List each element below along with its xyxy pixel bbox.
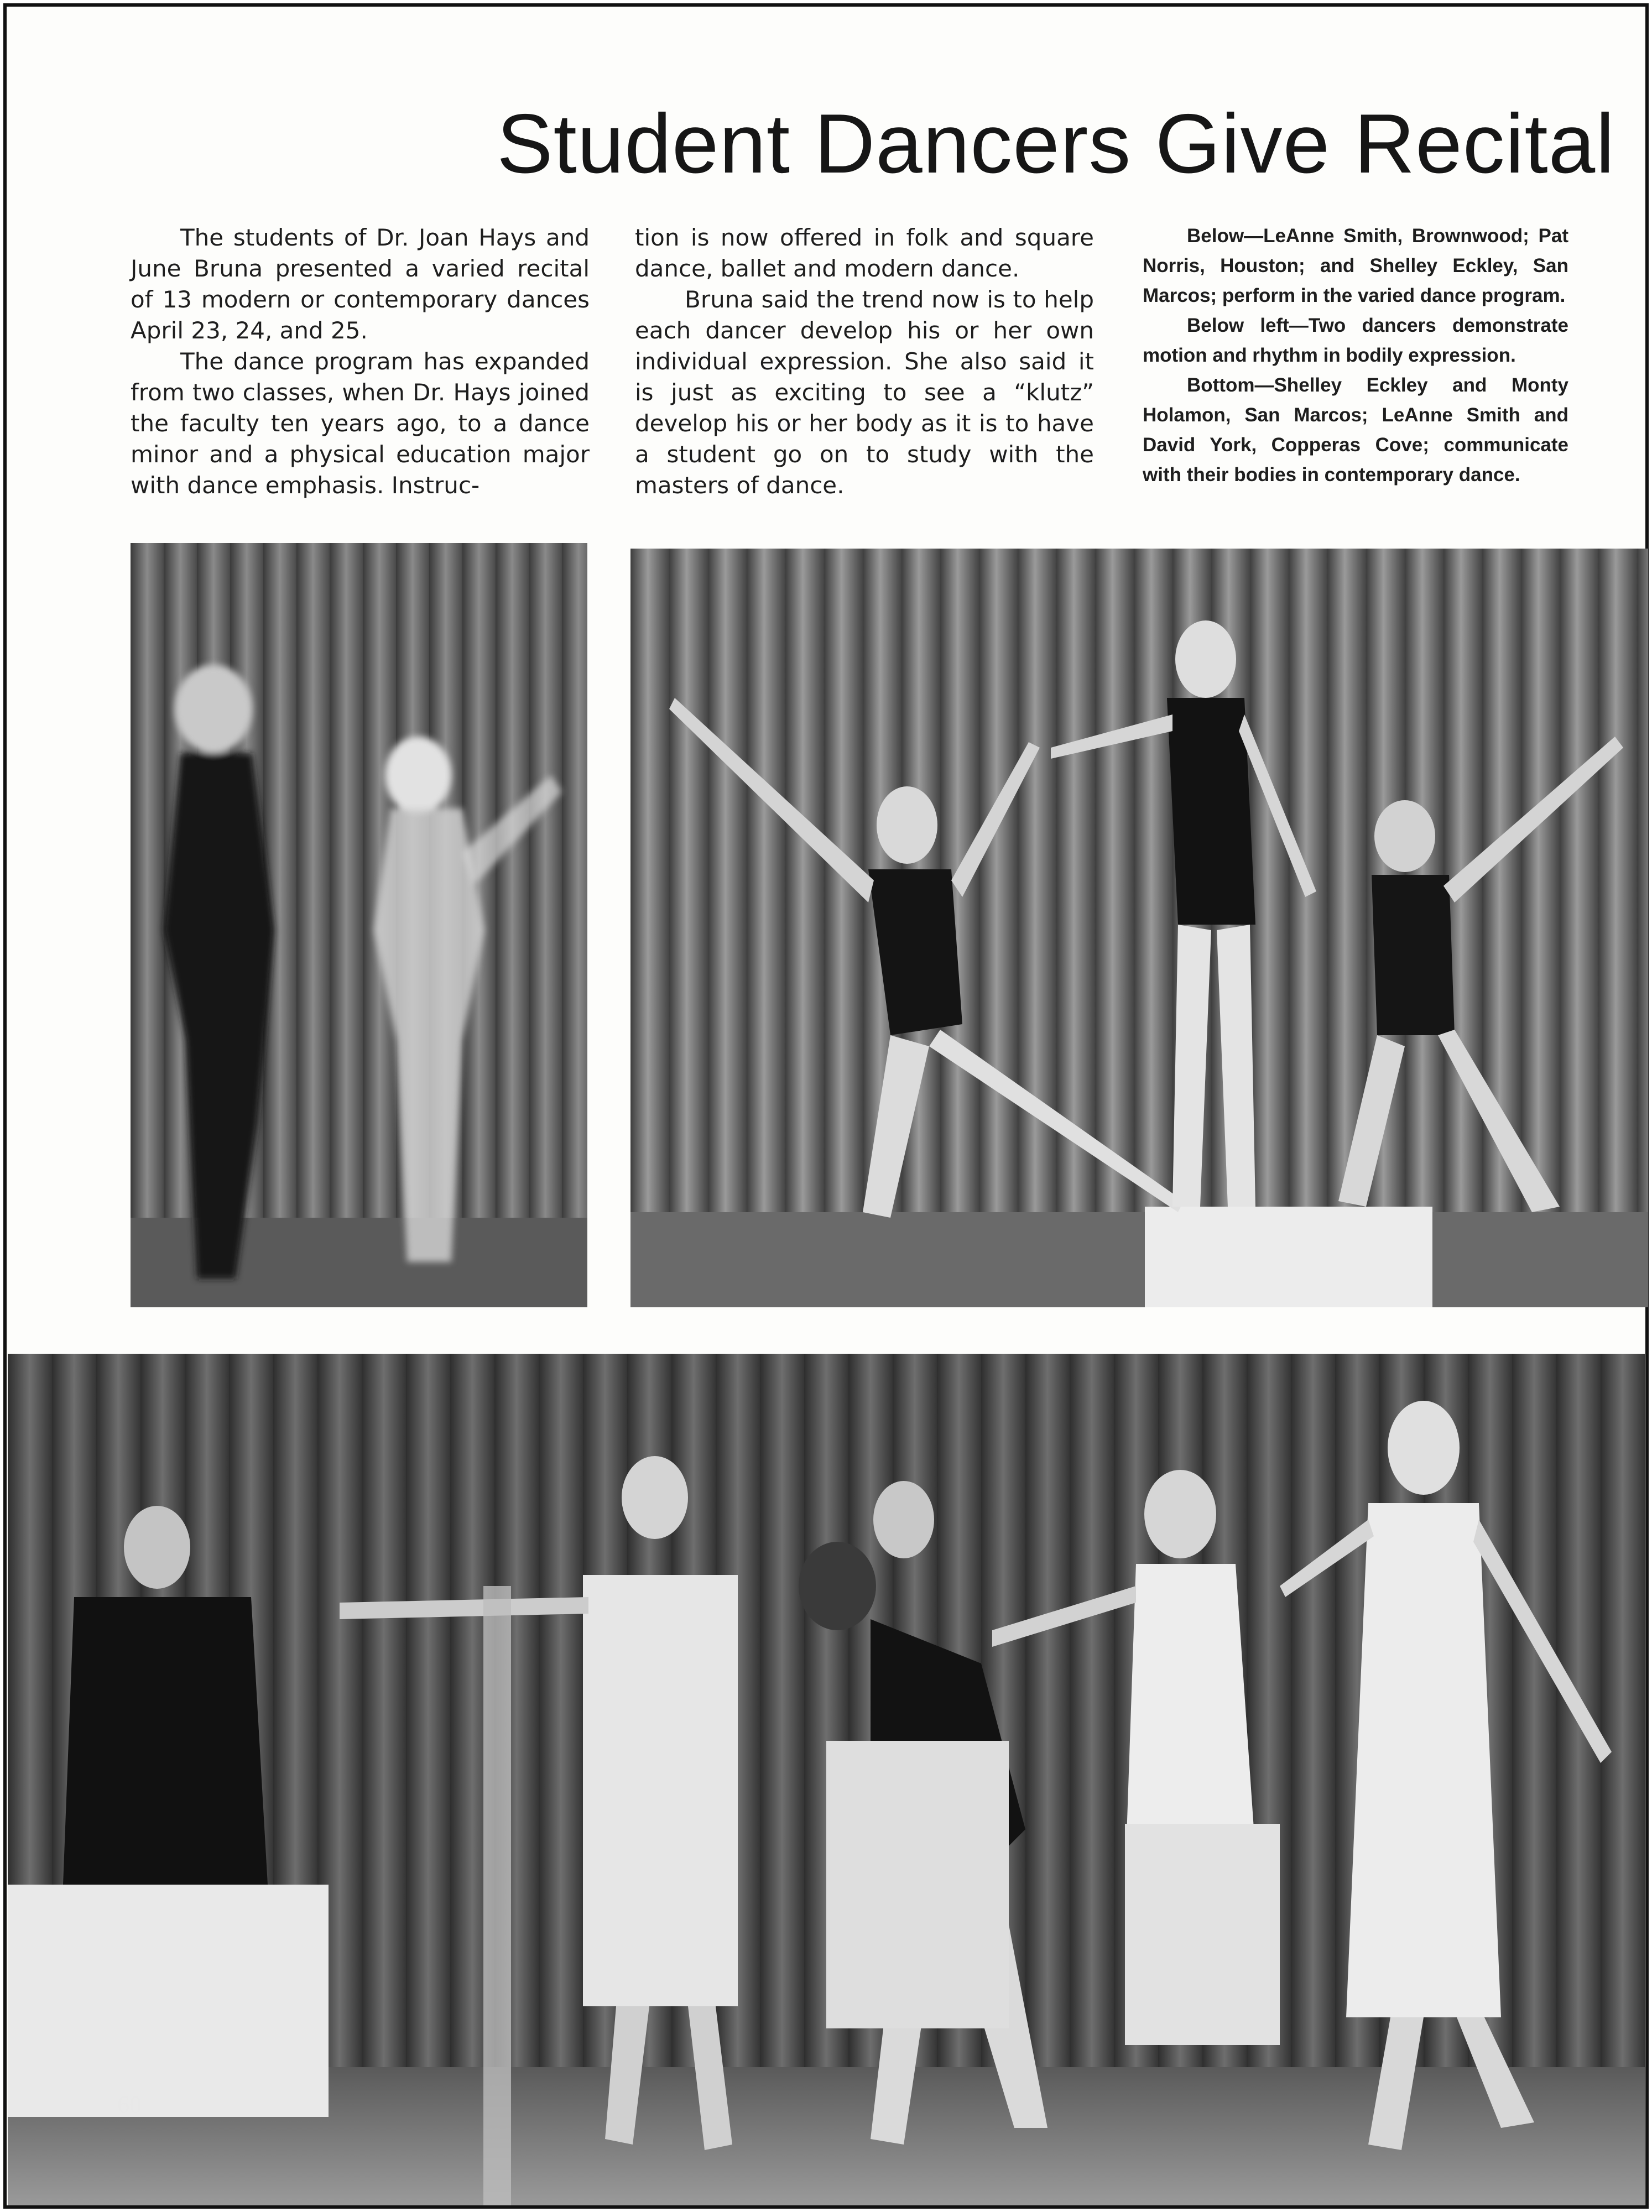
- photo-two-dancers: [131, 543, 587, 1307]
- photo-three-dancers: [630, 549, 1648, 1307]
- article-paragraph: tion is now offered in folk and square dance, ballet and modern dance.: [635, 224, 1094, 282]
- article-paragraph: The dance program has expanded from two classes, when Dr. Hays joined the faculty ten years ago, to a dance minor and a physical education major with dance emphasis. Instruc-: [131, 348, 590, 499]
- article-paragraph: The students of Dr. Joan Hays and June Bruna presented a varied recital of 13 modern or contemporary dances April 23, 24, and 25.: [131, 224, 590, 344]
- caption-column: [1143, 221, 1568, 490]
- article-paragraph: Bruna said the trend now is to help each dancer develop his or her own individual expression. She also said it is just as exciting to see a “klutz” develop his or her body as it is to have a student go on to study with the masters of dance.: [635, 286, 1094, 499]
- article-column-2: [635, 222, 1094, 501]
- photo-caption: Below—LeAnne Smith, Brownwood; Pat Norris, Houston; and Shelley Eckley, San Marcos; perform in the varied dance program.: [1143, 225, 1568, 306]
- page-number: 60: [117, 2091, 142, 2118]
- page-headline: Student Dancers Give Recital: [497, 97, 1615, 191]
- photo-caption: Bottom—Shelley Eckley and Monty Holamon, San Marcos; LeAnne Smith and David York, Copperas Cove; communicate with their bodies in contemporary dance.: [1143, 374, 1568, 486]
- photo-caption: Below left—Two dancers demonstrate motion and rhythm in bodily expression.: [1143, 315, 1568, 366]
- photo-group-dance: [8, 1354, 1645, 2205]
- article-column-1: [131, 222, 590, 501]
